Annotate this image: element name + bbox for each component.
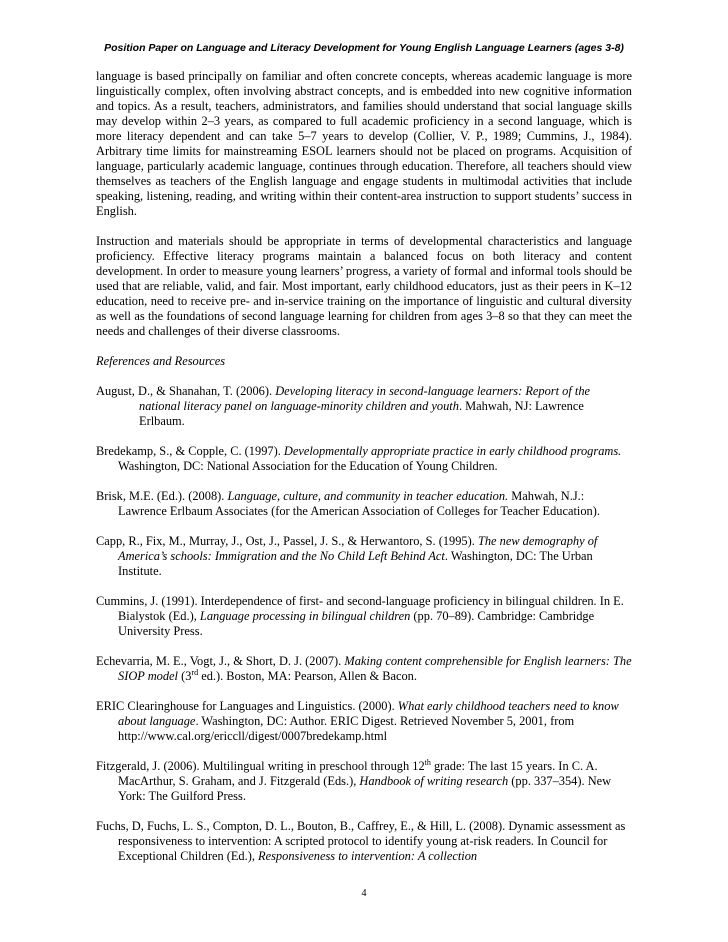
running-header: Position Paper on Language and Literacy Development for Young English Language Learners (ages 3-8) <box>104 42 624 54</box>
references-heading: References and Resources <box>96 354 226 368</box>
reference-august: August, D., & Shanahan, T. (2006). Developing literacy in second-language learners: Report of the national literacy panel on language-minority children and youth. Mahwah, NJ: Lawrence Erlbaum. <box>96 384 591 428</box>
body-paragraph-1: language is based principally on familiar and often concrete concepts, whereas academic language is more linguistically complex, often involving abstract concepts, and is embedded into new cognitive information and topics. As a result, teachers, administrators, and families should understand that social language skills may develop within 2–3 years, as compared to full academic proficiency in a second language, which is more literacy dependent and can take 5–7 years to develop (Collier, V. P., 1989; Cummins, J., 1984). Arbitrary time limits for mainstreaming ESOL learners should not be placed on programs. Acquisition of language, particularly academic language, continues through education. Therefore, all teachers should view themselves as teachers of the English language and engage students in multimodal activities that include speaking, listening, reading, and writing within their content-area instruction to support students’ success in English. <box>96 69 632 218</box>
reference-brisk: Brisk, M.E. (Ed.). (2008). Language, culture, and community in teacher education. Mahwah, N.J.: Lawrence Erlbaum Associates (for the American Association of Colleges for Teacher Education). <box>96 489 600 518</box>
reference-capp: Capp, R., Fix, M., Murray, J., Ost, J., Passel, J. S., & Herwantoro, S. (1995). The new demography of America’s schools: Immigration and the No Child Left Behind Act. Washington, DC: The Urban Institute. <box>96 534 598 578</box>
document-body <box>96 69 632 879</box>
reference-eric: ERIC Clearinghouse for Languages and Linguistics. (2000). What early childhood teachers need to know about language. Washington, DC: Author. ERIC Digest. Retrieved November 5, 2001, from http://www.cal.org/ericcll/digest/0007bredekamp.html <box>96 699 619 743</box>
reference-echevarria: Echevarria, M. E., Vogt, J., & Short, D. J. (2007). Making content comprehensible for English learners: The SIOP model (3rd ed.). Boston, MA: Pearson, Allen & Bacon. <box>96 654 632 683</box>
page-number: 4 <box>361 888 367 899</box>
reference-fitzgerald: Fitzgerald, J. (2006). Multilingual writing in preschool through 12th grade: The last 15 years. In C. A. MacArthur, S. Graham, and J. Fitzgerald (Eds.), Handbook of writing research (pp. 337–354). New York: The Guilford Press. <box>96 757 612 803</box>
reference-bredekamp: Bredekamp, S., & Copple, C. (1997). Developmentally appropriate practice in early childhood programs. Washington, DC: National Association for the Education of Young Children. <box>96 444 622 473</box>
reference-cummins: Cummins, J. (1991). Interdependence of first- and second-language proficiency in bilingual children. In E. Bialystok (Ed.), Language processing in bilingual children (pp. 70–89). Cambridge: Cambridge University Press. <box>96 594 624 638</box>
reference-fuchs: Fuchs, D, Fuchs, L. S., Compton, D. L., Bouton, B., Caffrey, E., & Hill, L. (2008). Dynamic assessment as responsiveness to intervention: A scripted protocol to identify young at-risk readers. In Council for Exceptional Children (Ed.), Responsiveness to intervention: A collection <box>96 819 626 863</box>
body-paragraph-2: Instruction and materials should be appropriate in terms of developmental characteristics and language proficiency. Effective literacy programs maintain a balanced focus on both literacy and content development. In order to measure young learners’ progress, a variety of formal and informal tools should be used that are reliable, valid, and fair. Most important, early childhood educators, just as their peers in K–12 education, need to receive pre- and in-service training on the importance of linguistic and cultural diversity as well as the foundations of second language learning for children from ages 3–8 so that they can meet the needs and challenges of their diverse classrooms. <box>96 234 632 338</box>
